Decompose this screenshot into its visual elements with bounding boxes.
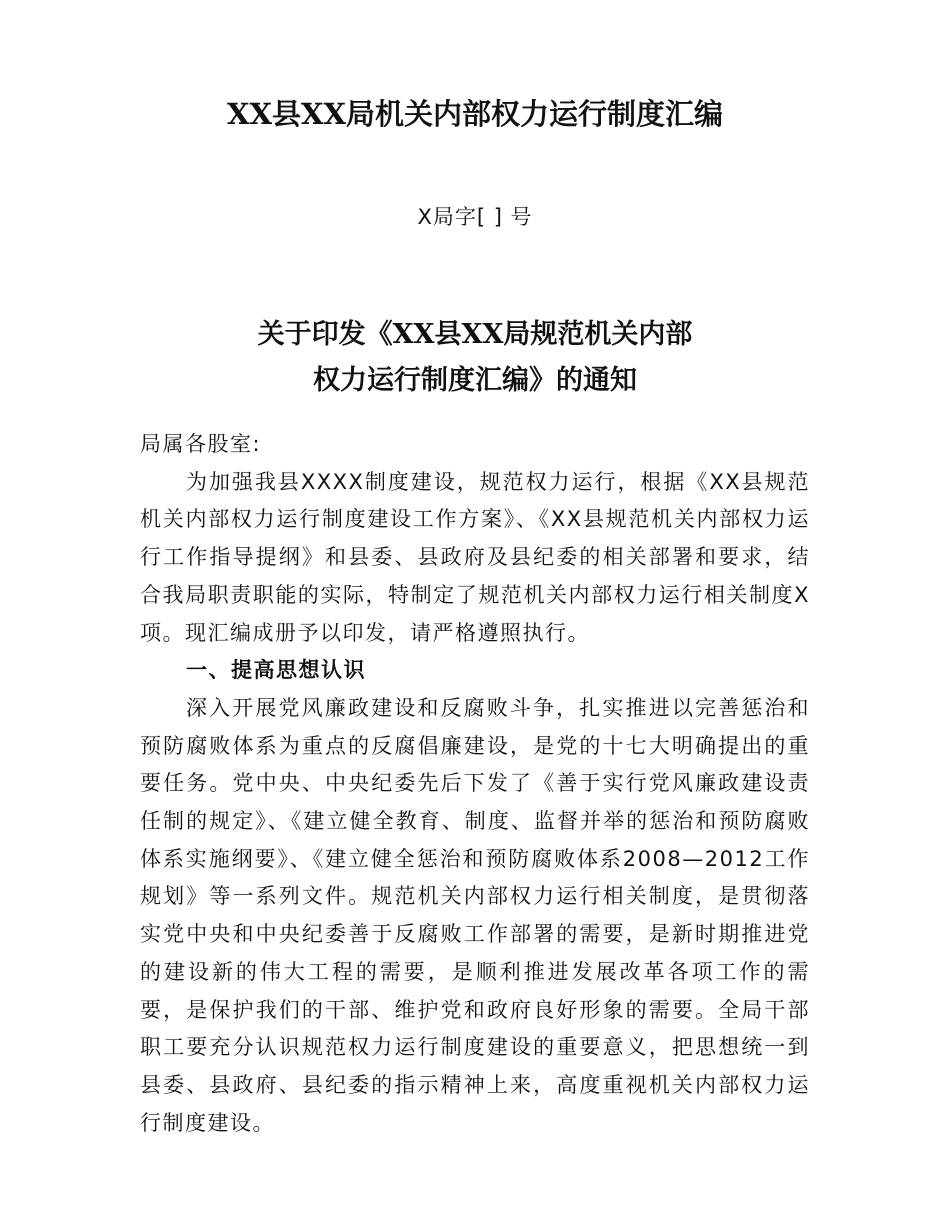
notice-title-line-1: 关于印发《XX县XX局规范机关内部 <box>257 319 693 350</box>
notice-title-line-2: 权力运行制度汇编》的通知 <box>313 365 637 396</box>
document-number: X局字[ ] 号 <box>417 205 533 229</box>
notice-title <box>0 312 950 404</box>
salutation: 局属各股室: <box>140 432 262 456</box>
intro-paragraph: 为加强我县XXXX制度建设，规范权力运行，根据《XX县规范机关内部权力运行制度建设工作方案》、《XX县规范机关内部权力运行工作指导提纲》和县委、县政府及县纪委的相关部署和要求，结合我局职责职能的实际，特制定了规范机关内部权力运行相关制度X项。现汇编成册予以印发，请严格遵照执行。 <box>140 469 810 645</box>
document-body <box>140 426 810 1142</box>
section-paragraph: 深入开展党风廉政建设和反腐败斗争，扎实推进以完善惩治和预防腐败体系为重点的反腐倡廉建设，是党的十七大明确提出的重要任务。党中央、中央纪委先后下发了《善于实行党风廉政建设责任制的规定》、《建立健全教育、制度、监督并举的惩治和预防腐败体系实施纲要》、《建立健全惩治和预防腐败体系2008—2012工作规划》等一系列文件。规范机关内部权力运行相关制度，是贯彻落实党中央和中央纪委善于反腐败工作部署的需要，是新时期推进党的建设新的伟大工程的需要，是顺利推进发展改革各项工作的需要，是保护我们的干部、维护党和政府良好形象的需要。全局干部职工要充分认识规范权力运行制度建设的重要意义，把思想统一到县委、县政府、县纪委的指示精神上来，高度重视机关内部权力运行制度建设。 <box>140 695 810 1135</box>
document-title: XX县XX局机关内部权力运行制度汇编 <box>226 97 723 131</box>
section-heading: 一、提高思想认识 <box>186 658 366 683</box>
